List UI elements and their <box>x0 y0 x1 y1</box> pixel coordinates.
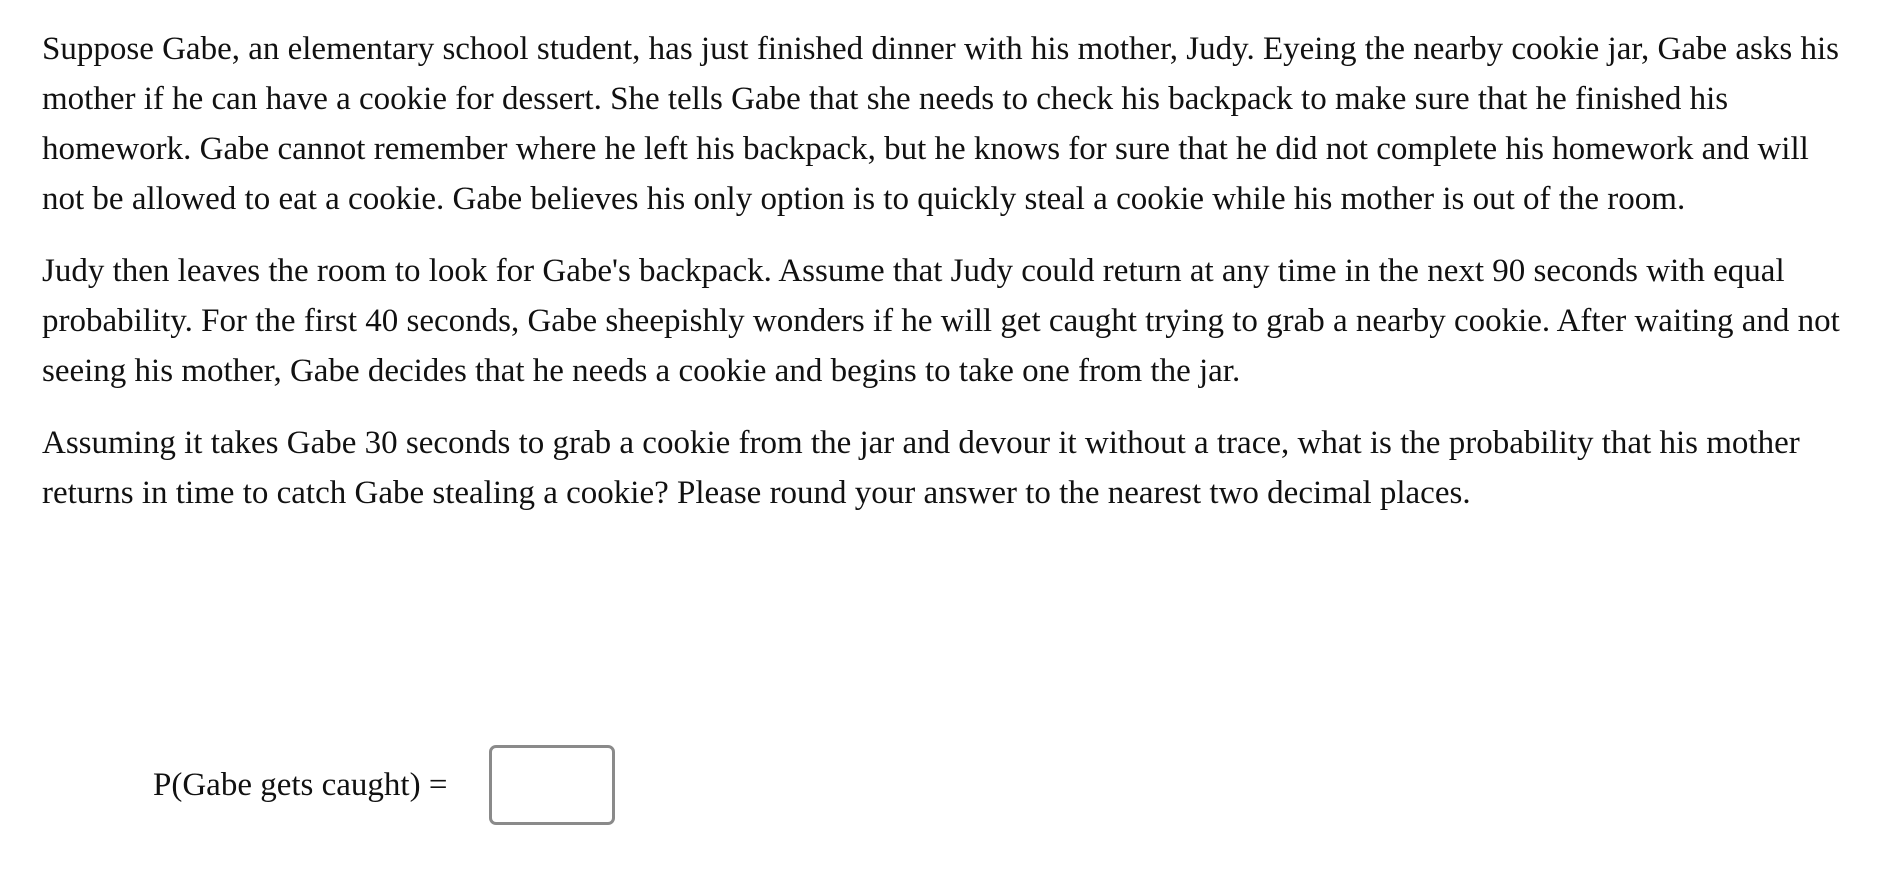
question-paragraph-2: Judy then leaves the room to look for Gabe's backpack. Assume that Judy could return at any time in the next 90 seconds with equal probability. For the first 40 seconds, Gabe sheepishly wonders if he will get caught trying to grab a nearby cookie. After waiting and not seeing his mother, Gabe decides that he needs a cookie and begins to take one from the jar. <box>42 253 1840 389</box>
answer-input[interactable] <box>489 745 615 825</box>
question-paragraph-3: Assuming it takes Gabe 30 seconds to grab a cookie from the jar and devour it without a trace, what is the probability that his mother returns in time to catch Gabe stealing a cookie? Please round your answer to the nearest two decimal places. <box>42 425 1800 511</box>
answer-row <box>153 745 615 825</box>
question-text <box>42 24 1842 540</box>
question-paragraph-1: Suppose Gabe, an elementary school student, has just finished dinner with his mother, Judy. Eyeing the nearby cookie jar, Gabe asks his mother if he can have a cookie for dessert. She tells Gabe that she needs to check his backpack to make sure that he finished his homework. Gabe cannot remember where he left his backpack, but he knows for sure that he did not complete his homework and will not be allowed to eat a cookie. Gabe believes his only option is to quickly steal a cookie while his mother is out of the room. <box>42 31 1839 217</box>
answer-label: P(Gabe gets caught) = <box>153 766 448 803</box>
